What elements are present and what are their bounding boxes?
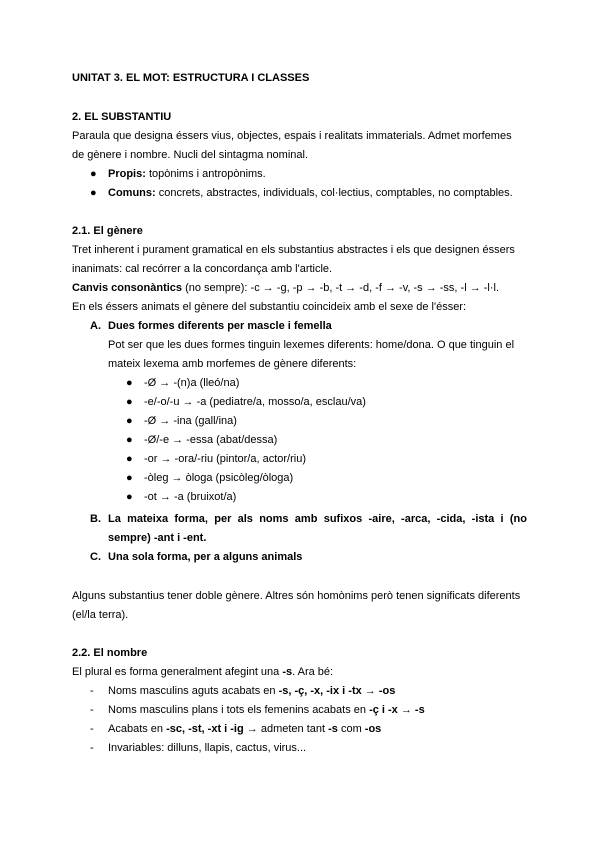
bullet-icon: ● xyxy=(90,187,97,199)
bullet-icon: ● xyxy=(126,415,133,427)
bullet-icon: ● xyxy=(90,168,97,180)
rule-text: Noms masculins plans i tots els femenins acabats en xyxy=(108,704,370,716)
list-item-text: topònims i antropònims. xyxy=(145,168,266,180)
bullet-icon: ● xyxy=(126,491,133,503)
plural-rule-item xyxy=(108,703,425,717)
list-marker-b: B. xyxy=(90,513,101,525)
paragraph-line: Tret inherent i purament gramatical en els substantius abstractes i els que designen éssers xyxy=(72,244,515,256)
bullet-icon: ● xyxy=(126,472,133,484)
bullet-icon: ● xyxy=(126,453,133,465)
bullet-icon: ● xyxy=(126,434,133,446)
morpheme-item: -Ø → -ina (gall/ina) xyxy=(144,415,237,427)
morpheme-item: -Ø/-e → -essa (abat/dessa) xyxy=(144,434,278,446)
paragraph-line: Pot ser que les dues formes tinguin lexemes diferents: home/dona. O que tinguin el xyxy=(108,339,515,351)
dash-icon: - xyxy=(90,685,94,697)
morpheme-item: -or → -ora/-riu (pintor/a, actor/riu) xyxy=(144,453,306,465)
intro-bold: -s xyxy=(282,666,293,678)
subheading-b-line1: La mateixa forma, per als noms amb sufixos -aire, -arca, -cida, -ista i (no xyxy=(108,513,527,525)
page-title: UNITAT 3. EL MOT: ESTRUCTURA I CLASSES xyxy=(72,72,310,84)
subheading-b-line2: sempre) -ant i -ent. xyxy=(108,532,207,544)
canvis-label: Canvis consonàntics xyxy=(72,282,183,294)
rule-bold: -s, -ç, -x, -ix i -tx → -os xyxy=(278,685,396,697)
list-item-text: concrets, abstractes, individuals, col·lectius, comptables, no comptables. xyxy=(155,187,513,199)
intro-text: . Ara bé: xyxy=(292,666,334,678)
plural-rule-item xyxy=(108,684,395,698)
paragraph-line: mateix lexema amb morfemes de gènere diferents: xyxy=(108,358,357,370)
list-item-label: Comuns: xyxy=(108,187,156,199)
rule-bold: -os xyxy=(364,723,382,735)
subheading-a: Dues formes diferents per mascle i femella xyxy=(108,320,332,332)
paragraph-line: de gènere i nombre. Nucli del sintagma nominal. xyxy=(72,149,309,161)
rule-bold: -sc, -st, -xt i -ig xyxy=(166,723,244,735)
canvis-rest: ): -c → -g, -p → -b, -t → -d, -f → -v, -s → -ss, -l → -l·l. xyxy=(240,282,500,294)
paragraph-line: (el/la terra). xyxy=(72,609,129,621)
list-marker-a: A. xyxy=(90,320,101,332)
paragraph-line: Paraula que designa éssers vius, objectes, espais i realitats immaterials. Admet morfemes xyxy=(72,130,512,142)
list-item xyxy=(108,186,513,200)
rule-text: → admeten tant xyxy=(243,723,329,735)
rule-text: com xyxy=(337,723,365,735)
morpheme-item: -Ø → -(n)a (lleó/na) xyxy=(144,377,240,389)
section-heading-genere: 2.1. El gènere xyxy=(72,225,143,237)
canvis-paren: (no sempre xyxy=(182,282,241,294)
bullet-icon: ● xyxy=(126,396,133,408)
rule-bold: -ç i -x → -s xyxy=(369,704,425,716)
section-heading-nombre: 2.2. El nombre xyxy=(72,647,148,659)
bullet-icon: ● xyxy=(126,377,133,389)
paragraph-line: En els éssers animats el gènere del substantiu coincideix amb el sexe de l'ésser: xyxy=(72,301,467,313)
canvis-consonantics-line xyxy=(72,281,499,295)
plural-rule-item xyxy=(108,722,381,736)
morpheme-item: -e/-o/-u → -a (pediatre/a, mosso/a, esclau/va) xyxy=(144,396,366,408)
list-marker-c: C. xyxy=(90,551,101,563)
plural-rule-item: Invariables: dilluns, llapis, cactus, virus... xyxy=(108,742,307,754)
intro-text: El plural es forma generalment afegint una xyxy=(72,666,283,678)
morpheme-item: -ot → -a (bruixot/a) xyxy=(144,491,237,503)
list-item-label: Propis: xyxy=(108,168,146,180)
list-item xyxy=(108,167,266,181)
paragraph-line: Alguns substantius tener doble gènere. Altres són homònims però tenen significats diferents xyxy=(72,590,521,602)
paragraph-line: inanimats: cal recórrer a la concordança amb l'article. xyxy=(72,263,333,275)
subheading-c: Una sola forma, per a alguns animals xyxy=(108,551,303,563)
dash-icon: - xyxy=(90,742,94,754)
morpheme-item: -òleg → òloga (psicòleg/òloga) xyxy=(144,472,294,484)
rule-bold: -s xyxy=(328,723,338,735)
section-heading-substantiu: 2. EL SUBSTANTIU xyxy=(72,111,172,123)
paragraph-line xyxy=(72,665,333,679)
rule-text: Noms masculins aguts acabats en xyxy=(108,685,279,697)
rule-text: Acabats en xyxy=(108,723,167,735)
dash-icon: - xyxy=(90,704,94,716)
dash-icon: - xyxy=(90,723,94,735)
